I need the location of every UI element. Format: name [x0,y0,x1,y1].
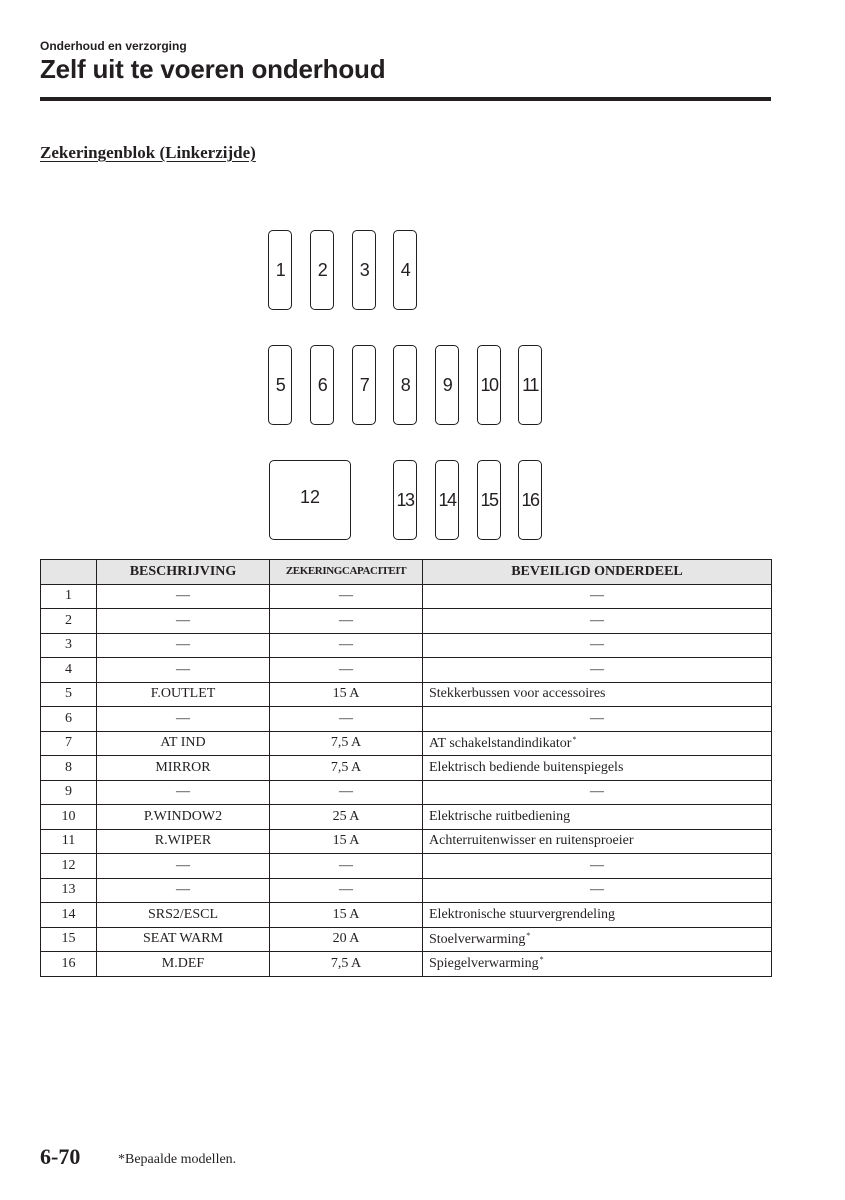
cell-capacity [270,927,423,952]
fuse-9: 9 [435,345,459,425]
cell-protected-part-text: Spiegelverwarming [429,956,539,972]
cell-description-text: — [176,784,190,800]
cell-capacity-text: 15 A [332,686,360,702]
cell-description-text: R.WIPER [154,833,212,849]
fuse-16: 16 [518,460,542,540]
page-number: 6-70 [40,1144,81,1169]
cell-capacity-text: — [339,784,353,800]
footnote-marker: * [572,734,577,744]
cell-protected-part-text: — [590,612,604,628]
cell-protected-part-text: — [590,857,604,873]
table-row [41,903,772,928]
fuse-2: 2 [310,230,334,310]
cell-description [97,584,270,609]
cell-protected-part [423,903,772,928]
cell-capacity [270,854,423,879]
cell-description [97,633,270,658]
cell-protected-part-text: — [590,661,604,677]
cell-number-text: 8 [65,759,72,775]
cell-description-text: — [176,882,190,898]
cell-description-text: — [176,588,190,604]
fuse-13: 13 [393,460,417,540]
cell-number [41,952,97,977]
table-row [41,707,772,732]
cell-description [97,854,270,879]
cell-number-text: 5 [65,686,72,702]
cell-number-text: 15 [61,931,76,947]
cell-number [41,658,97,683]
cell-capacity-text: — [339,612,353,628]
fuse-3: 3 [352,230,376,310]
cell-number-text: 4 [65,661,72,677]
cell-protected-part [423,584,772,609]
cell-protected-part [423,854,772,879]
cell-protected-part-text: — [590,588,604,604]
cell-description [97,707,270,732]
header-protected-part: BEVEILIGD ONDERDEEL [423,560,772,585]
cell-protected-part [423,927,772,952]
cell-capacity-text: 20 A [332,931,360,947]
cell-number-text: 14 [61,906,76,922]
section-label: Onderhoud en verzorging [40,39,187,53]
cell-capacity [270,903,423,928]
cell-protected-part-text: — [590,784,604,800]
cell-capacity [270,952,423,977]
cell-number [41,878,97,903]
cell-capacity-text: — [339,882,353,898]
cell-capacity [270,780,423,805]
cell-protected-part [423,658,772,683]
cell-description-text: — [176,661,190,677]
cell-number [41,927,97,952]
fuse-10: 10 [477,345,501,425]
cell-protected-part-text: Achterruitenwisser en ruitensproeier [429,833,634,849]
cell-description-text: SEAT WARM [142,931,223,947]
fuse-11: 11 [518,345,542,425]
cell-number [41,854,97,879]
cell-protected-part [423,829,772,854]
cell-description [97,756,270,781]
cell-number-text: 3 [65,637,72,653]
cell-capacity-text: — [339,857,353,873]
cell-capacity-text: 7,5 A [330,955,362,971]
cell-number [41,682,97,707]
fuse-15: 15 [477,460,501,540]
cell-capacity [270,756,423,781]
cell-number [41,756,97,781]
cell-number-text: 11 [61,833,76,849]
fuse-6: 6 [310,345,334,425]
cell-protected-part-text: — [590,637,604,653]
footnote: *Bepaalde modellen. [118,1152,237,1167]
cell-capacity-text: 15 A [332,833,360,849]
table-row [41,952,772,977]
fuse-14: 14 [435,460,459,540]
table-row [41,633,772,658]
header-capacity: ZEKERINGCAPACITEIT [270,560,423,585]
page-title: Zelf uit te voeren onderhoud [40,54,386,84]
cell-protected-part [423,878,772,903]
cell-description-text: — [176,612,190,628]
cell-number-text: 13 [61,882,76,898]
cell-protected-part-text: Stekkerbussen voor accessoires [429,686,606,702]
cell-capacity [270,707,423,732]
cell-number-text: 9 [65,784,72,800]
cell-number [41,780,97,805]
cell-number [41,731,97,756]
table-body [41,584,772,976]
table-row [41,927,772,952]
cell-number-text: 16 [61,955,76,971]
table-row [41,682,772,707]
cell-capacity-text: 7,5 A [330,735,362,751]
cell-number [41,707,97,732]
table-row [41,584,772,609]
cell-description-text: SRS2/ESCL [147,906,219,922]
cell-number [41,609,97,634]
cell-number-text: 6 [65,710,72,726]
table-row [41,658,772,683]
cell-protected-part-text: Elektronische stuurvergrendeling [429,906,615,922]
cell-description-text: P.WINDOW2 [143,808,223,824]
cell-capacity-text: — [339,710,353,726]
cell-capacity-text: — [339,637,353,653]
table-row [41,609,772,634]
cell-capacity-text: 15 A [332,906,360,922]
cell-protected-part [423,756,772,781]
cell-number [41,633,97,658]
table-row [41,756,772,781]
cell-description-text: — [176,637,190,653]
cell-number [41,829,97,854]
cell-capacity [270,731,423,756]
header-number [41,560,97,585]
footnote-marker: * [526,930,531,940]
cell-protected-part-text: Elektrische ruitbediening [429,808,571,824]
cell-description [97,952,270,977]
cell-description [97,878,270,903]
cell-capacity [270,633,423,658]
cell-capacity [270,682,423,707]
cell-description [97,682,270,707]
cell-protected-part [423,805,772,830]
cell-description [97,805,270,830]
cell-number [41,903,97,928]
cell-protected-part-text: — [590,882,604,898]
cell-description [97,780,270,805]
cell-protected-part [423,682,772,707]
cell-description [97,927,270,952]
header-description: BESCHRIJVING [97,560,270,585]
cell-capacity-text: 7,5 A [330,759,362,775]
fuse-12: 12 [269,460,351,540]
cell-protected-part [423,609,772,634]
cell-description-text: AT IND [160,735,206,751]
table-row [41,829,772,854]
fuse-8: 8 [393,345,417,425]
fuse-4: 4 [393,230,417,310]
table-row [41,780,772,805]
cell-protected-part [423,952,772,977]
cell-description [97,903,270,928]
cell-protected-part [423,731,772,756]
cell-capacity [270,609,423,634]
cell-number-text: 10 [61,808,76,824]
cell-protected-part-text: Stoelverwarming [429,931,526,947]
cell-number-text: 7 [65,735,72,751]
cell-protected-part-text: Elektrisch bediende buitenspiegels [429,759,624,775]
fuse-1: 1 [268,230,292,310]
cell-capacity-text: — [339,588,353,604]
table-header-row [41,560,772,585]
cell-number [41,584,97,609]
title-divider [40,97,771,101]
cell-capacity-text: 25 A [332,808,360,824]
cell-capacity [270,805,423,830]
cell-description-text: — [176,857,190,873]
cell-description-text: M.DEF [161,955,205,971]
cell-description [97,609,270,634]
cell-number-text: 12 [61,857,76,873]
cell-description-text: F.OUTLET [150,686,216,702]
fuse-5: 5 [268,345,292,425]
footnote-marker: * [539,955,544,965]
cell-number-text: 2 [65,612,72,628]
cell-capacity-text: — [339,661,353,677]
cell-capacity [270,584,423,609]
cell-capacity [270,878,423,903]
table-row [41,878,772,903]
cell-description [97,658,270,683]
cell-protected-part-text: AT schakelstandindikator [429,735,572,751]
cell-number-text: 1 [65,588,72,604]
table-row [41,854,772,879]
table-row [41,805,772,830]
cell-description-text: MIRROR [155,759,211,775]
cell-protected-part [423,633,772,658]
fuse-table [40,559,772,977]
cell-description [97,731,270,756]
cell-protected-part [423,707,772,732]
cell-number [41,805,97,830]
cell-capacity [270,829,423,854]
cell-description [97,829,270,854]
table-row [41,731,772,756]
fuse-7: 7 [352,345,376,425]
fuse-block-heading: Zekeringenblok (Linkerzijde) [40,143,256,162]
cell-capacity [270,658,423,683]
cell-protected-part [423,780,772,805]
cell-description-text: — [176,710,190,726]
cell-protected-part-text: — [590,710,604,726]
